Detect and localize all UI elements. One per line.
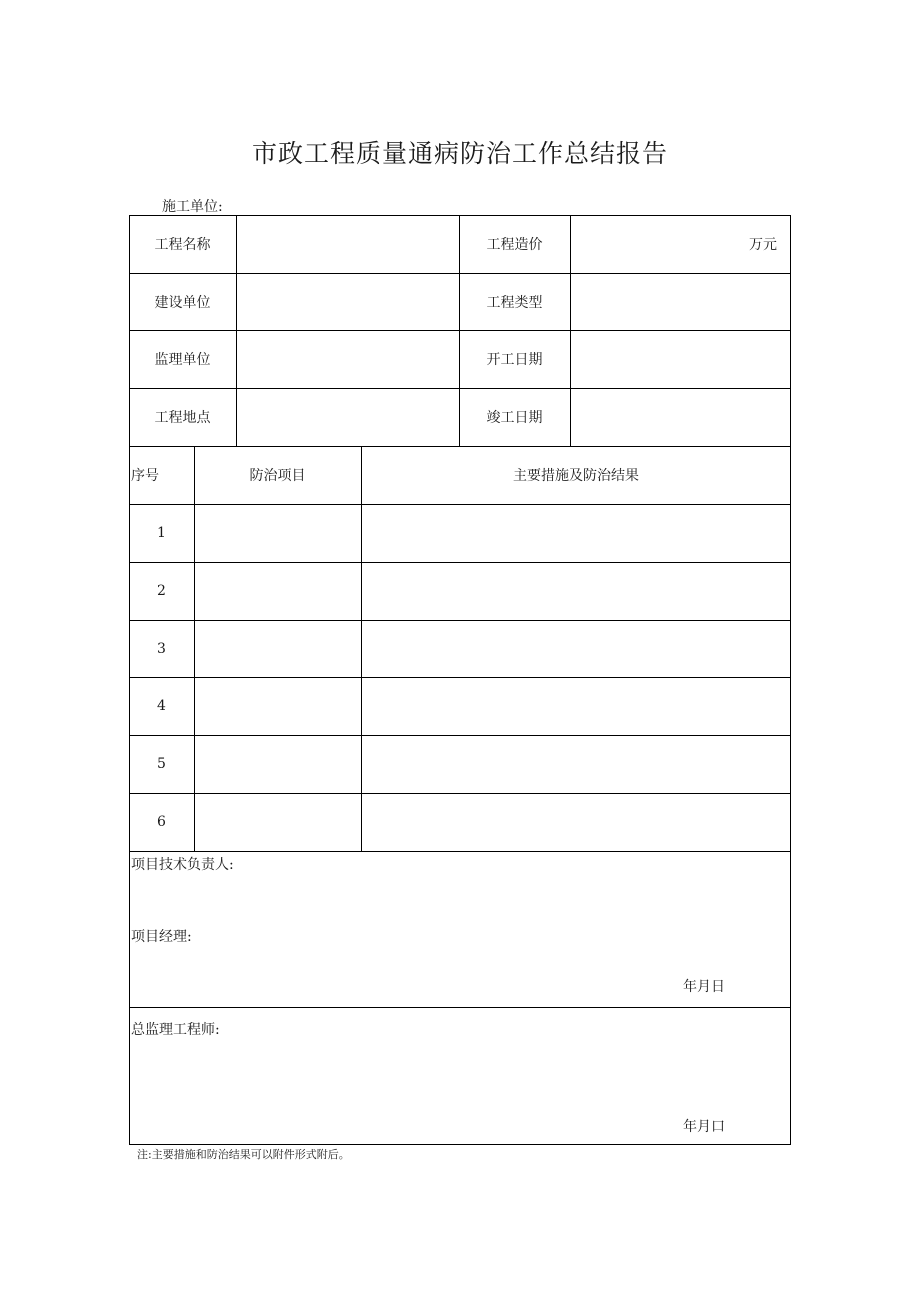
item-result[interactable] [362,677,791,735]
item-no: 2 [157,583,166,599]
item-no: 3 [157,640,166,657]
info-label-owner: 建设单位 [154,295,211,311]
info-value-start-date[interactable] [571,330,777,388]
signature-date-2: 年月口 [683,1119,725,1135]
item-result[interactable] [362,620,791,677]
info-label-start-date: 开工日期 [486,352,543,368]
info-value-project-name[interactable] [237,215,459,273]
signature-date-1: 年月日 [683,979,725,995]
info-value-completion-date[interactable] [571,388,777,446]
item-name[interactable] [195,735,361,793]
chief-supervisor-signature-label: 总监理工程师: [131,1022,220,1038]
info-label-completion-date: 竣工日期 [486,410,543,426]
info-label-project-cost: 工程造价 [486,237,543,253]
construction-unit-label: 施工单位: [162,199,223,215]
items-header-item: 防治项目 [249,468,306,484]
info-value-project-type[interactable] [571,273,777,331]
info-value-owner[interactable] [237,273,459,331]
item-no: 5 [157,756,166,772]
info-value-project-cost[interactable]: 万元 [749,237,777,253]
item-name[interactable] [195,620,361,677]
item-no: 6 [157,814,166,830]
info-label-supervisor: 监理单位 [154,352,211,368]
items-header-no: 序号 [131,468,159,484]
row-divider [129,851,791,852]
info-label-project-name: 工程名称 [154,237,211,253]
page-title: 市政工程质量通病防治工作总结报告 [251,139,668,168]
info-value-supervisor[interactable] [237,330,459,388]
info-value-location[interactable] [237,388,459,446]
item-name[interactable] [195,793,361,851]
item-result[interactable] [362,735,791,793]
item-no: 4 [157,698,166,714]
info-label-project-type: 工程类型 [486,295,543,311]
manager-signature-label: 项目经理: [131,929,192,945]
item-name[interactable] [195,677,361,735]
footnote: 注:主要措施和防治结果可以附件形式附后。 [137,1148,350,1161]
item-result[interactable] [362,504,791,562]
row-divider [129,1007,791,1008]
item-result[interactable] [362,562,791,620]
items-header-result: 主要措施及防治结果 [513,468,639,484]
item-result[interactable] [362,793,791,851]
item-no: 1 [157,525,166,541]
item-name[interactable] [195,504,361,562]
item-name[interactable] [195,562,361,620]
tech-lead-signature-label: 项目技术负责人: [131,857,234,873]
info-label-location: 工程地点 [154,410,211,426]
